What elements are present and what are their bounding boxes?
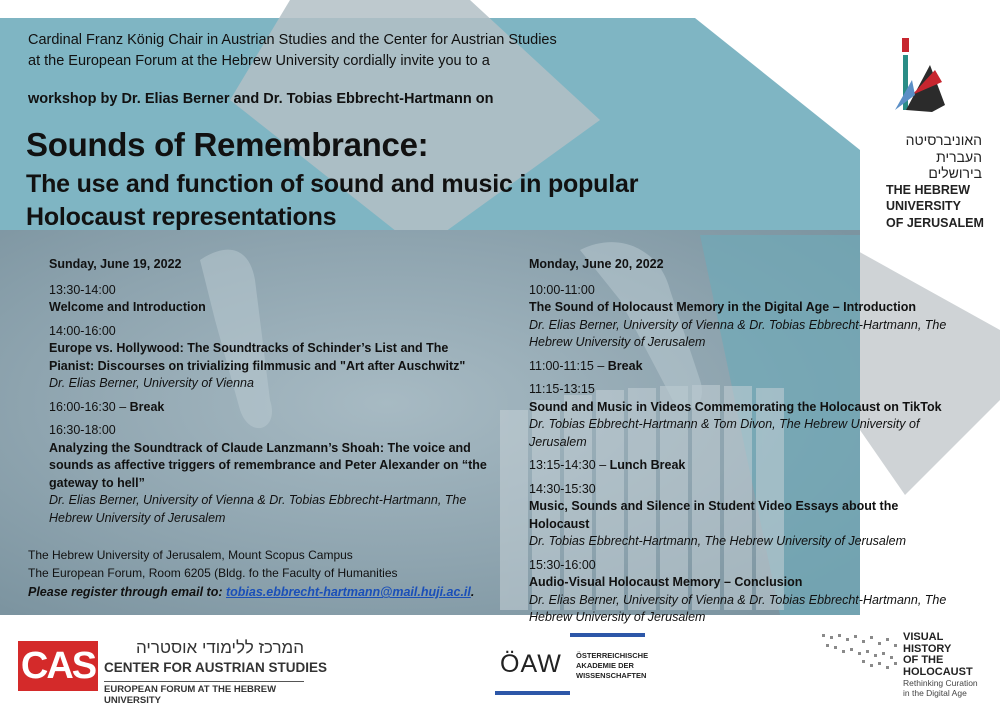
huji-english-1: THE HEBREW — [886, 182, 971, 197]
venue-line-1: The Hebrew University of Jerusalem, Mount Scopus Campus — [28, 548, 353, 562]
workshop-line: workshop by Dr. Elias Berner and Dr. Tobias Ebbrecht-Hartmann on — [28, 91, 494, 107]
day2-schedule — [529, 256, 959, 633]
session-item — [529, 358, 959, 376]
session-time: 11:00-11:15 – — [529, 358, 605, 373]
session-time: 16:30-18:00 — [49, 423, 116, 437]
session-item — [49, 422, 489, 527]
session-title: The Sound of Holocaust Memory in the Digital Age – Introduction — [529, 300, 917, 314]
huji-hebrew-2: העברית — [936, 148, 982, 165]
huji-hebrew-1: האוניברסיטה — [905, 132, 982, 148]
oaw-sub-3: WISSENSCHAFTEN — [576, 671, 647, 680]
cas-logo — [18, 641, 98, 691]
session-title: Break — [607, 358, 643, 373]
cas-subtitle: EUROPEAN FORUM AT THE HEBREW UNIVERSITY — [104, 681, 304, 706]
day1-schedule — [49, 256, 489, 533]
huji-logo-text — [886, 132, 984, 231]
session-speakers: Dr. Tobias Ebbrecht-Hartmann, The Hebrew University of Jerusalem — [529, 534, 906, 548]
session-title: Break — [129, 399, 165, 414]
subtitle-line-2: Holocaust representations — [26, 203, 337, 231]
session-title: Welcome and Introduction — [49, 300, 206, 314]
vhh-sub-2: in the Digital Age — [903, 688, 967, 698]
invitation-intro — [28, 30, 668, 72]
session-time: 14:00-16:00 — [49, 323, 116, 338]
oaw-logo: ÖAW — [500, 650, 562, 678]
venue-line-2: The European Forum, Room 6205 (Bldg. fo the Faculty of Humanities — [28, 565, 398, 580]
oaw-bar-bottom — [495, 691, 570, 695]
cas-logo-text: CAS — [20, 645, 96, 687]
session-speakers: Dr. Tobias Ebbrecht-Hartmann & Tom Divon, The Hebrew University of Jerusalem — [529, 417, 920, 449]
session-item — [529, 457, 959, 475]
session-time: 13:15-14:30 – — [529, 458, 607, 472]
registration — [28, 585, 474, 599]
vhh-line-2: HISTORY — [903, 642, 952, 655]
subtitle-line-1: The use and function of sound and music in popular — [26, 170, 639, 198]
venue-info — [28, 547, 398, 582]
session-time: 13:30-14:00 — [49, 282, 116, 297]
session-item — [49, 399, 489, 417]
session-title: Lunch Break — [609, 458, 686, 472]
session-time: 16:00-16:30 – — [49, 399, 127, 414]
session-item — [529, 282, 959, 352]
huji-logo-mark — [895, 38, 945, 112]
cas-hebrew-name: המרכז ללימודי אוסטריה — [135, 638, 304, 657]
event-subtitle — [26, 168, 786, 234]
event-title: Sounds of Remembrance: — [26, 126, 429, 163]
huji-english-3: OF JERUSALEM — [886, 215, 984, 230]
session-time: 11:15-13:15 — [529, 382, 595, 396]
session-item — [529, 481, 959, 551]
vhh-dot-pattern — [820, 632, 900, 672]
huji-english-2: UNIVERSITY — [886, 199, 962, 213]
session-time: 15:30-16:00 — [529, 557, 596, 572]
session-speakers: Dr. Elias Berner, University of Vienna & Dr. Tobias Ebbrecht-Hartmann, The Hebrew University of Jerusalem — [49, 493, 467, 525]
session-speakers: Dr. Elias Berner, University of Vienna — [49, 376, 254, 390]
oaw-subtitle — [576, 651, 648, 681]
session-item — [49, 323, 489, 393]
oaw-sub-1: ÖSTERREICHISCHE — [576, 651, 649, 660]
register-email-link[interactable]: tobias.ebbrecht-hartmann@mail.huji.ac.il — [225, 585, 471, 599]
vhh-line-3: OF THE — [903, 654, 944, 666]
oaw-bar-top — [570, 633, 645, 637]
session-time: 10:00-11:00 — [529, 282, 595, 297]
vhh-logo-text — [903, 632, 973, 678]
session-item — [529, 557, 959, 627]
session-title: Analyzing the Soundtrack of Claude Lanzmann’s Shoah: The voice and sounds as affective triggers of remembrance and Peter Alexander on “the gateway to hell” — [49, 440, 487, 490]
cas-english-name: CENTER FOR AUSTRIAN STUDIES — [104, 660, 328, 675]
intro-line-2: at the European Forum at the Hebrew University cordially invite you to a — [28, 53, 490, 69]
session-item — [49, 282, 489, 317]
vhh-line-1: VISUAL — [903, 631, 944, 643]
vhh-subtitle — [903, 678, 978, 698]
day2-date: Monday, June 20, 2022 — [529, 257, 664, 271]
session-title: Europe vs. Hollywood: The Soundtracks of Schinder’s List and The Pianist: Discourses on trivializing filmmusic and "Art after Auschwitz" — [49, 341, 466, 373]
session-speakers: Dr. Elias Berner, University of Vienna & Dr. Tobias Ebbrecht-Hartmann, The Hebrew University of Jerusalem — [529, 592, 947, 624]
session-item — [529, 381, 959, 451]
session-title: Music, Sounds and Silence in Student Video Essays about the Holocaust — [529, 499, 899, 531]
session-speakers: Dr. Elias Berner, University of Vienna & Dr. Tobias Ebbrecht-Hartmann, The Hebrew University of Jerusalem — [529, 317, 947, 349]
session-title: Audio-Visual Holocaust Memory – Conclusion — [529, 575, 803, 589]
session-title: Sound and Music in Videos Commemorating the Holocaust on TikTok — [529, 399, 942, 414]
session-time: 14:30-15:30 — [529, 481, 596, 496]
register-end: . — [470, 585, 475, 599]
vhh-line-4: HOLOCAUST — [903, 665, 973, 678]
day1-date: Sunday, June 19, 2022 — [49, 257, 182, 271]
register-label: Please register through email to: — [28, 585, 223, 599]
oaw-sub-2: AKADEMIE DER — [576, 661, 634, 670]
intro-line-1: Cardinal Franz König Chair in Austrian Studies and the Center for Austrian Studies — [28, 32, 557, 48]
huji-hebrew-3: בירושלים — [928, 165, 982, 181]
vhh-sub-1: Rethinking Curation — [903, 678, 978, 688]
